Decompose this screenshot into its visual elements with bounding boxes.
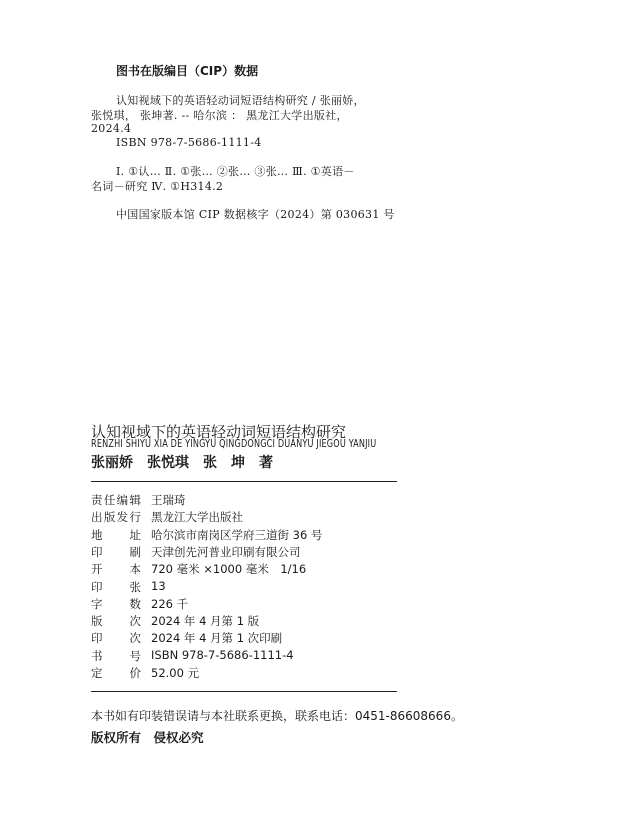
detail-label: [91, 665, 141, 681]
detail-value: 13: [151, 578, 166, 593]
detail-label-char: 责: [91, 493, 103, 507]
detail-label-char: 辑: [129, 493, 141, 507]
detail-label-char: 次: [129, 614, 141, 629]
detail-value: ISBN 978-7-5686-1111-4: [151, 647, 294, 662]
detail-label: [91, 613, 141, 629]
detail-label: [91, 561, 141, 577]
detail-value: 黑龙江大学出版社: [151, 510, 243, 525]
divider-top: [91, 481, 397, 482]
detail-label-char: 印: [91, 579, 103, 594]
detail-label-char: 价: [129, 666, 141, 680]
replacement-notice: 本书如有印装错误请与本社联系更换，联系电话：0451-86608666。: [91, 709, 463, 723]
detail-label-char: 出: [91, 510, 103, 525]
detail-label: [91, 579, 141, 595]
cip-line: 2024.4: [91, 122, 132, 135]
detail-value: 2024 年 4 月第 1 版: [151, 614, 260, 629]
detail-label-char: 字: [91, 596, 103, 611]
detail-label-char: 地: [91, 527, 103, 542]
detail-value: 天津创先河普业印刷有限公司: [151, 544, 301, 559]
detail-label-char: 数: [129, 596, 141, 611]
detail-label-char: 书: [91, 648, 103, 663]
detail-label-char: 印: [91, 631, 103, 646]
detail-label: [91, 527, 141, 543]
detail-value: 720 毫米 ×1000 毫米 1/16: [151, 562, 307, 577]
detail-label-char: 行: [129, 510, 141, 525]
detail-label-char: 定: [91, 666, 103, 680]
cip-line: 认知视域下的英语轻动词短语结构研究 / 张丽娇，: [116, 94, 365, 107]
detail-label-char: 版: [91, 614, 103, 629]
cip-heading: 图书在版编目（CIP）数据: [116, 64, 259, 78]
detail-value: 226 千: [151, 596, 189, 611]
detail-value: 52.00 元: [151, 666, 200, 680]
copyright-notice: 版权所有 侵权必究: [91, 730, 204, 745]
detail-label-char: 发: [116, 510, 129, 525]
detail-label-char: 本: [129, 562, 141, 577]
detail-label-char: 刷: [129, 544, 141, 559]
detail-label-char: 张: [129, 579, 141, 594]
cip-line: 名词－研究 Ⅳ. ①H314.2: [91, 180, 224, 193]
detail-label-char: 编: [116, 493, 129, 507]
detail-label-char: 任: [103, 493, 116, 507]
divider-bottom: [91, 691, 397, 692]
detail-label-char: 号: [129, 648, 141, 663]
detail-label-char: 址: [129, 527, 141, 542]
detail-label: [91, 492, 141, 508]
book-authors: 张丽娇 张悦琪 张 坤 著: [91, 455, 273, 471]
cip-line: Ⅰ. ①认… Ⅱ. ①张… ②张… ③张… Ⅲ. ①英语－: [116, 165, 355, 178]
book-title: 认知视域下的英语轻动词短语结构研究: [91, 423, 347, 441]
detail-label: [91, 648, 141, 664]
detail-label: [91, 630, 141, 646]
detail-label-char: 开: [91, 562, 103, 577]
detail-value: 哈尔滨市南岗区学府三道街 36 号: [151, 527, 323, 542]
detail-value: 2024 年 4 月第 1 次印刷: [151, 631, 283, 646]
detail-label-char: 印: [91, 544, 103, 559]
cip-line: 张悦琪， 张坤著. -- 哈尔滨 ： 黑龙江大学出版社，: [91, 109, 348, 122]
book-title-pinyin: RENZHI SHIYU XIA DE YINGYU QINGDONGCI DUANYU JIEGOU YANJIU: [91, 438, 377, 450]
detail-value: 王瑞琦: [151, 493, 186, 507]
detail-label: [91, 544, 141, 560]
cip-line: ISBN 978-7-5686-1111-4: [116, 136, 262, 149]
detail-label-char: 次: [129, 631, 141, 646]
cip-line: 中国国家版本馆 CIP 数据核字（2024）第 030631 号: [116, 208, 395, 221]
detail-label: [91, 596, 141, 612]
detail-label-char: 版: [103, 510, 116, 525]
detail-label: [91, 509, 141, 525]
